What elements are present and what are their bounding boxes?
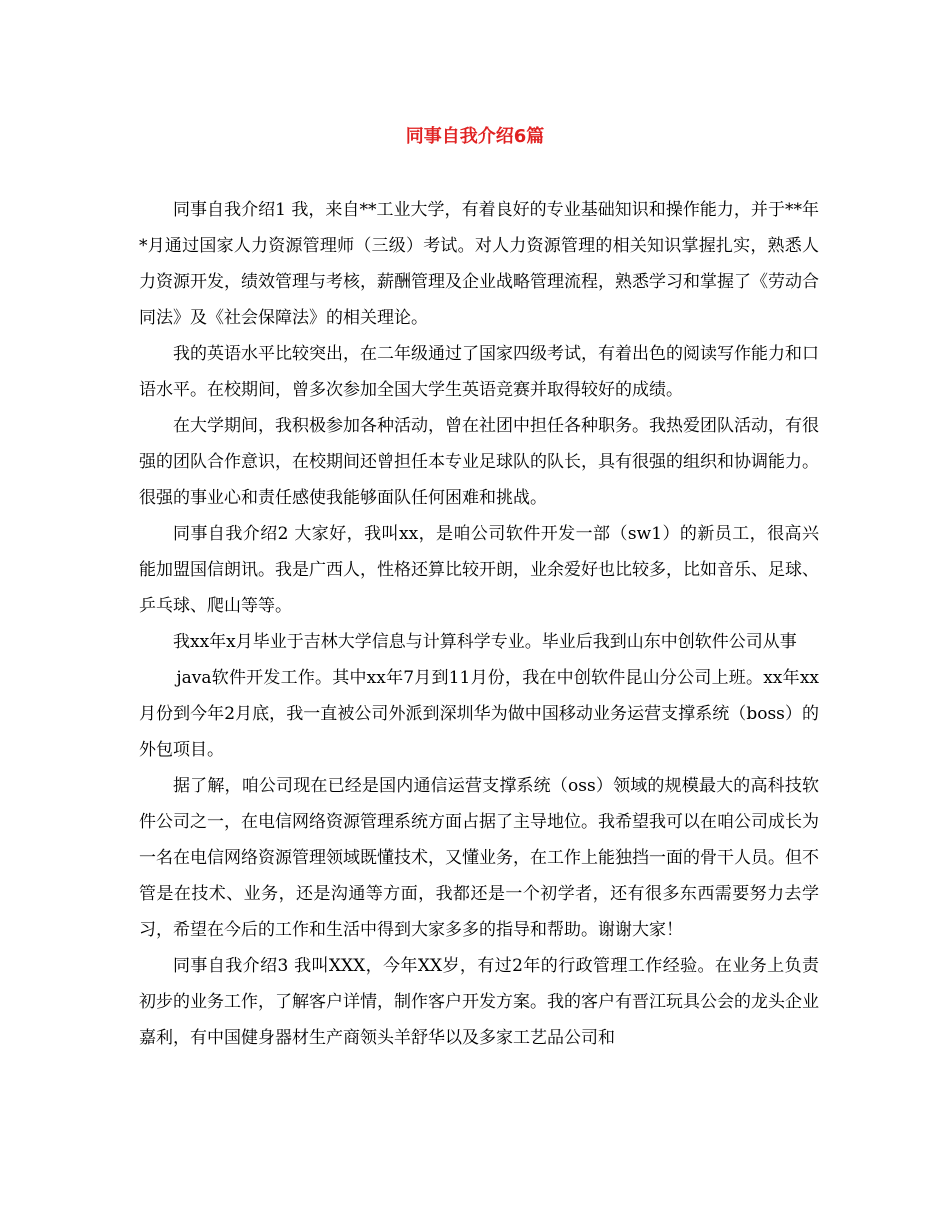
paragraph-6: java软件开发工作。其中xx年7月到11月份，我在中创软件昆山分公司上班。xx年xx月份到今年2月底，我一直被公司外派到深圳华为做中国移动业务运营支撑系统（boss）的外包项目。: [139, 668, 819, 760]
paragraph-5: 我xx年x月毕业于吉林大学信息与计算科学专业。毕业后我到山东中创软件公司从事: [173, 632, 797, 652]
document-body: [139, 192, 819, 1056]
paragraph-7: 据了解，咱公司现在已经是国内通信运营支撑系统（oss）领域的规模最大的高科技软件公司之一，在电信网络资源管理系统方面占据了主导地位。我希望我可以在咱公司成长为一名在电信网络资源管理领域既懂技术，又懂业务，在工作上能独挡一面的骨干人员。但不管是在技术、业务，还是沟通等方面，我都还是一个初学者，还有很多东西需要努力去学习，希望在今后的工作和生活中得到大家多多的指导和帮助。谢谢大家！: [139, 776, 819, 940]
paragraph-2: 我的英语水平比较突出，在二年级通过了国家四级考试，有着出色的阅读写作能力和口语水平。在校期间，曾多次参加全国大学生英语竞赛并取得较好的成绩。: [139, 344, 819, 400]
paragraph-8: 同事自我介绍3 我叫XXX，今年XX岁，有过2年的行政管理工作经验。在业务上负责初步的业务工作，了解客户详情，制作客户开发方案。我的客户有晋江玩具公会的龙头企业嘉利，有中国健身器材生产商领头羊舒华以及多家工艺品公司和: [139, 956, 819, 1048]
paragraph-3: 在大学期间，我积极参加各种活动，曾在社团中担任各种职务。我热爱团队活动，有很强的团队合作意识，在校期间还曾担任本专业足球队的队长，具有很强的组织和协调能力。很强的事业心和责任感使我能够面队任何困难和挑战。: [139, 416, 819, 508]
document-title: 同事自我介绍6篇: [405, 126, 545, 147]
paragraph-4: 同事自我介绍2 大家好，我叫xx，是咱公司软件开发一部（sw1）的新员工，很高兴能加盟国信朗讯。我是广西人，性格还算比较开朗，业余爱好也比较多，比如音乐、足球、乒乓球、爬山等等。: [139, 524, 819, 616]
paragraph-1: 同事自我介绍1 我，来自**工业大学，有着良好的专业基础知识和操作能力，并于**年*月通过国家人力资源管理师（三级）考试。对人力资源管理的相关知识掌握扎实，熟悉人力资源开发，绩效管理与考核，薪酬管理及企业战略管理流程，熟悉学习和掌握了《劳动合同法》及《社会保障法》的相关理论。: [139, 200, 819, 328]
